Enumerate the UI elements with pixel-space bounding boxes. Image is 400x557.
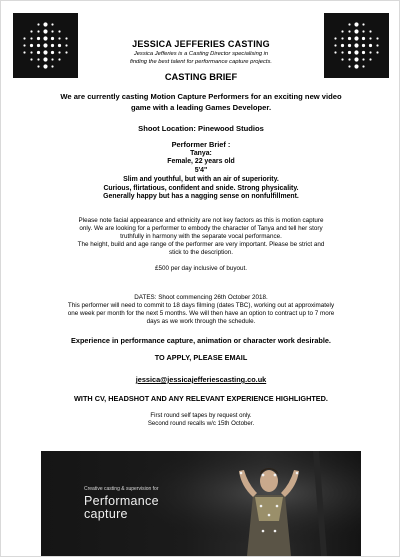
logo-dot xyxy=(341,30,343,32)
logo-dot xyxy=(37,65,39,67)
logo-dot xyxy=(354,43,358,47)
rounds-line-1: First round self tapes by request only. xyxy=(150,412,252,419)
brief-trait-3: Generally happy but has a nagging sense on nonfulfillment. xyxy=(103,193,299,201)
logo-dot xyxy=(43,36,47,40)
logo-dot xyxy=(362,44,365,47)
email-link[interactable]: jessica@jessicajefferiescasting.co.uk xyxy=(135,375,267,384)
tagline-line-2: finding the best talent for performance capture projects. xyxy=(129,59,273,65)
right-logo xyxy=(324,13,389,78)
logo-dot xyxy=(43,64,47,68)
logo-dot xyxy=(23,51,25,53)
logo-dot xyxy=(334,37,336,39)
logo-dot xyxy=(51,65,53,67)
intro-line-2: game with a leading Games Developer. xyxy=(130,102,272,112)
logo-dot xyxy=(51,51,54,54)
apply-heading: TO APPLY, PLEASE EMAIL xyxy=(154,353,248,362)
logo-dot xyxy=(362,37,365,40)
logo-dot xyxy=(334,51,336,53)
logo-dot xyxy=(354,50,358,54)
email-row xyxy=(1,375,400,384)
dates-line-3: one week per month for the next 5 months. We will then have an option to contract up to 7 more xyxy=(67,309,335,317)
experience-note: Experience in performance capture, animation or character work desirable. xyxy=(71,336,331,345)
logo-dot xyxy=(354,57,358,61)
logo-dot xyxy=(348,30,350,32)
logo-dot xyxy=(354,64,358,68)
logo-dot xyxy=(37,58,39,60)
dot-grid-logo-icon xyxy=(324,13,389,78)
banner-title-line-1: Performance xyxy=(84,494,159,508)
logo-dot xyxy=(43,43,47,47)
dot-grid-logo-icon xyxy=(13,13,78,78)
brief-role: Tanya: xyxy=(190,149,212,157)
logo-dot xyxy=(30,37,32,39)
logo-dot xyxy=(65,44,67,46)
intro-line-1: We are currently casting Motion Capture Performers for an exciting new video xyxy=(60,92,342,101)
logo-dot xyxy=(362,65,364,67)
logo-dot xyxy=(354,29,358,33)
logo-dot xyxy=(37,37,40,40)
shoot-location: Shoot Location: Pinewood Studios xyxy=(138,124,264,133)
logo-dot xyxy=(65,37,67,39)
logo-dot xyxy=(23,44,25,46)
logo-dot xyxy=(37,44,40,47)
logo-dot xyxy=(51,44,54,47)
intro xyxy=(39,92,363,113)
logo-dot xyxy=(369,37,371,39)
logo-dot xyxy=(348,51,351,54)
logo-dot xyxy=(37,30,39,32)
logo-dot xyxy=(65,51,67,53)
brief-height: 5'4" xyxy=(194,167,208,175)
logo-dot xyxy=(51,37,54,40)
logo-dot xyxy=(362,30,364,32)
rounds-info xyxy=(1,412,400,427)
logo-dot xyxy=(341,58,343,60)
logo-dot xyxy=(348,65,350,67)
banner-title xyxy=(84,495,159,521)
pay-rate: £500 per day inclusive of buyout. xyxy=(154,265,248,272)
brief-heading: Performer Brief : xyxy=(171,140,231,149)
header xyxy=(79,39,323,66)
logo-dot xyxy=(362,51,365,54)
logo-dot xyxy=(43,22,47,26)
logo-dot xyxy=(30,44,33,47)
logo-dot xyxy=(30,58,32,60)
notes-paragraph xyxy=(23,217,379,257)
notes-line-3: truthfully in harmony with the separate vocal performance. xyxy=(120,232,282,240)
dates-line-1: DATES: Shoot commencing 26th October 2018. xyxy=(134,294,268,301)
logo-dot xyxy=(341,44,344,47)
logo-dot xyxy=(369,30,371,32)
logo-dot xyxy=(58,44,61,47)
logo-dot xyxy=(51,58,53,60)
banner-small-text: Creative casting & supervision for xyxy=(84,486,159,492)
logo-dot xyxy=(43,57,47,61)
company-name: JESSICA JEFFERIES CASTING xyxy=(132,39,270,49)
logo-dot xyxy=(51,23,53,25)
logo-dot xyxy=(369,44,372,47)
page-title: CASTING BRIEF xyxy=(164,72,238,82)
logo-dot xyxy=(30,30,32,32)
logo-dot xyxy=(348,23,350,25)
notes-line-4: The height, build and age range of the performer are very important. Please be strict and xyxy=(77,240,325,248)
logo-dot xyxy=(58,58,60,60)
performer-brief xyxy=(41,141,361,202)
brief-trait-2: Curious, flirtatious, confident and snide. Strong physicality. xyxy=(103,184,299,192)
logo-dot xyxy=(376,51,378,53)
logo-dot xyxy=(43,29,47,33)
logo-dot xyxy=(348,44,351,47)
logo-dot xyxy=(43,50,47,54)
dates-line-4: days as we work through the schedule. xyxy=(146,317,256,325)
logo-dot xyxy=(354,36,358,40)
brief-gender-age: Female, 22 years old xyxy=(167,158,235,166)
brief-trait-1: Slim and youthful, but with an air of superiority. xyxy=(123,175,279,183)
left-logo xyxy=(13,13,78,78)
dates-paragraph xyxy=(23,294,379,326)
logo-dot xyxy=(23,37,25,39)
logo-dot xyxy=(51,30,53,32)
logo-dot xyxy=(362,23,364,25)
performance-capture-banner xyxy=(41,451,361,556)
logo-dot xyxy=(376,44,378,46)
rounds-line-2: Second round recalls w/c 15th October. xyxy=(147,419,255,427)
logo-dot xyxy=(362,58,364,60)
logo-dot xyxy=(341,51,343,53)
logo-dot xyxy=(334,44,336,46)
logo-dot xyxy=(58,30,60,32)
logo-dot xyxy=(348,37,351,40)
tagline-line-1: Jessica Jefferies is a Casting Director specialising in xyxy=(133,51,269,57)
logo-dot xyxy=(376,37,378,39)
logo-dot xyxy=(37,23,39,25)
logo-dot xyxy=(37,51,40,54)
notes-line-5: stick to the description. xyxy=(168,248,234,256)
logo-dot xyxy=(341,37,343,39)
logo-dot xyxy=(369,58,371,60)
logo-dot xyxy=(348,58,350,60)
logo-dot xyxy=(354,22,358,26)
logo-dot xyxy=(30,51,32,53)
logo-dot xyxy=(369,51,371,53)
banner-title-line-2: capture xyxy=(84,507,128,521)
dates-line-2: This performer will need to commit to 18 days filming (dates TBC), working out at approximately xyxy=(67,301,335,309)
logo-dot xyxy=(58,51,60,53)
cv-instructions: WITH CV, HEADSHOT AND ANY RELEVANT EXPERIENCE HIGHLIGHTED. xyxy=(74,394,328,403)
notes-line-1: Please note facial appearance and ethnicity are not key factors as this is motion capture xyxy=(78,217,324,224)
notes-line-2: only. We are looking for a performer to embody the character of Tanya and tell her story xyxy=(79,224,323,232)
logo-dot xyxy=(58,37,60,39)
